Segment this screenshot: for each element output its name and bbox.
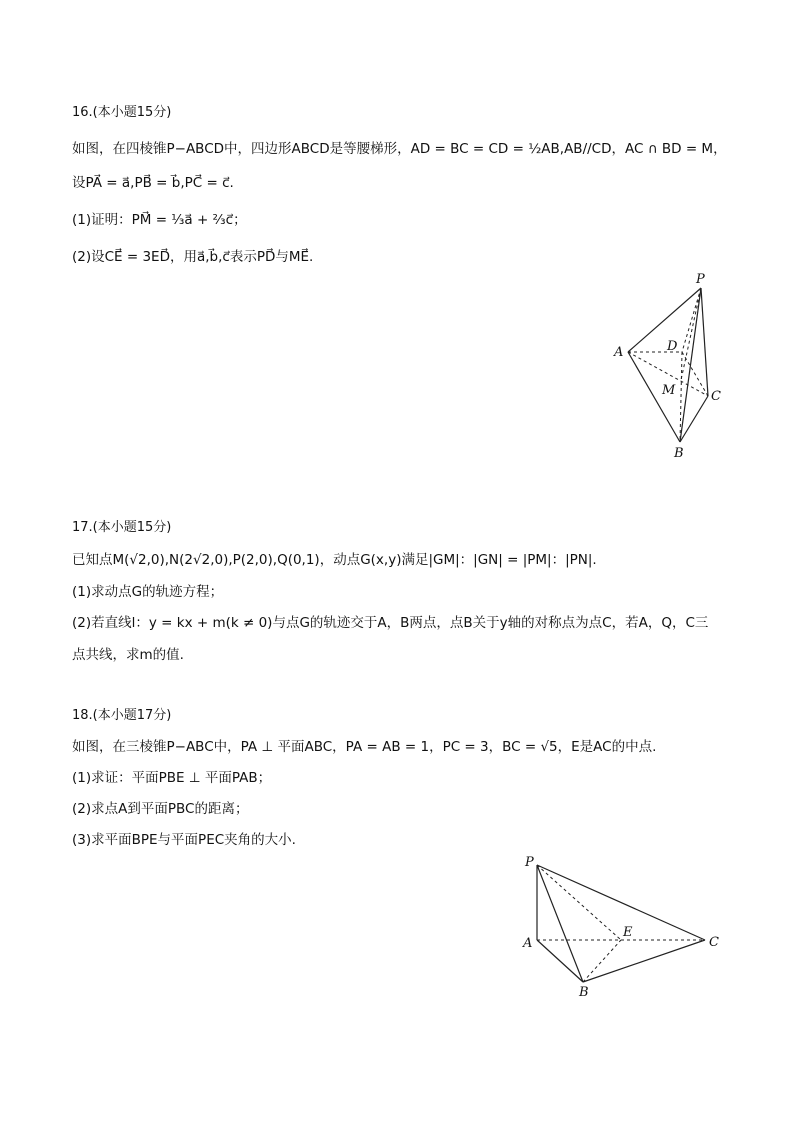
q16-label-C: C — [711, 389, 721, 404]
q16-part1: (1)证明：PM⃗ = ⅓a⃗ + ⅔c⃗； — [72, 212, 247, 228]
q18-label-P: P — [525, 855, 534, 870]
q18-label-E: E — [623, 925, 633, 940]
q16-label-M: M — [662, 383, 676, 398]
q18-stem: 如图，在三棱锥P−ABC中，PA ⊥ 平面ABC，PA = AB = 1，PC = 3，BC = √5，E是AC的中点. — [72, 739, 657, 755]
q18-part1: (1)求证：平面PBE ⊥ 平面PAB； — [72, 770, 272, 786]
q18-label-C: C — [709, 935, 719, 950]
q18-label-B: B — [579, 985, 589, 1000]
q16-figure — [600, 266, 740, 466]
q17-part2-cont: 点共线，求m的值. — [72, 647, 184, 663]
q17-stem: 已知点M(√2,0),N(2√2,0),P(2,0),Q(0,1)，动点G(x,y)满足|GM|：|GN| = |PM|：|PN|. — [72, 552, 597, 568]
q16-stem-line1: 如图，在四棱锥P−ABCD中，四边形ABCD是等腰梯形，AD = BC = CD = ½AB,AB//CD，AC ∩ BD = M， — [72, 141, 727, 157]
q17-header: 17.(本小题15分) — [72, 520, 172, 535]
edge-PA — [628, 288, 701, 352]
edge-PM — [681, 288, 701, 380]
q16-label-B: B — [674, 446, 684, 461]
q17-part2: (2)若直线l：y = kx + m(k ≠ 0)与点G的轨迹交于A，B两点，点B关于y轴的对称点为点C，若A，Q，C三 — [72, 615, 709, 631]
q16-header: 16.(本小题15分) — [72, 105, 172, 120]
q16-label-A: A — [614, 345, 624, 360]
q16-label-D: D — [667, 339, 678, 354]
q16-stem-line2: 设PA⃗ = a⃗,PB⃗ = b⃗,PC⃗ = c⃗. — [72, 175, 234, 191]
edge-PE — [537, 865, 621, 940]
q18-header: 18.(本小题17分) — [72, 708, 172, 723]
q18-part2: (2)求点A到平面PBC的距离； — [72, 801, 249, 817]
edge-BC — [680, 396, 708, 442]
q18-label-A: A — [523, 936, 533, 951]
q16-part2: (2)设CE⃗ = 3ED⃗，用a⃗,b⃗,c⃗表示PD⃗与ME⃗. — [72, 249, 314, 265]
edge-PD — [682, 288, 701, 352]
q18-part3: (3)求平面BPE与平面PEC夹角的大小. — [72, 832, 296, 848]
edge-AB — [537, 940, 583, 982]
q16-label-P: P — [696, 272, 705, 287]
edge-PC — [701, 288, 708, 396]
edge-PB — [680, 288, 701, 442]
edge-BC — [583, 940, 705, 982]
q17-part1: (1)求动点G的轨迹方程； — [72, 584, 224, 600]
q18-figure — [515, 850, 730, 1000]
